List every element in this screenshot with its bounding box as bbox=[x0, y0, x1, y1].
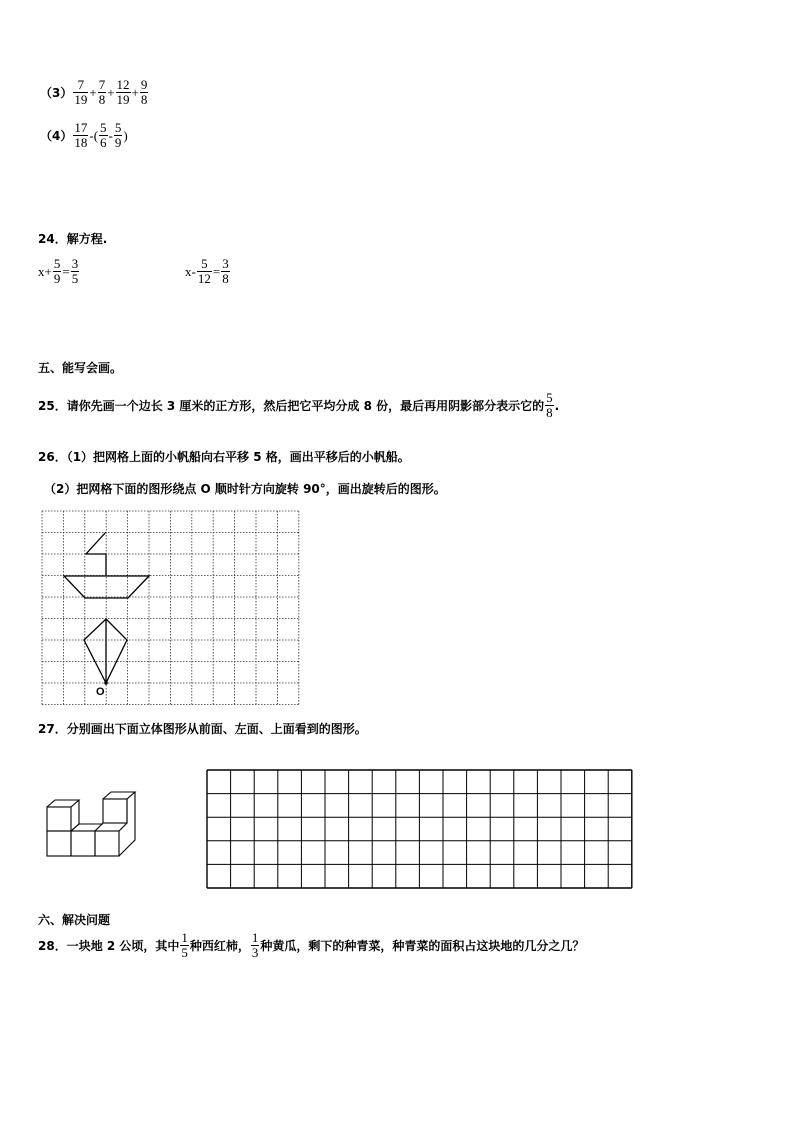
fraction: $\frac{17}{18}$ bbox=[74, 120, 88, 150]
question-28 bbox=[38, 931, 584, 960]
question-24-title: 24．解方程. bbox=[38, 232, 108, 246]
operator: - bbox=[108, 127, 113, 143]
operator: ) bbox=[123, 127, 128, 143]
fraction: $\frac{1}{5}$ bbox=[181, 930, 188, 960]
operator: -( bbox=[89, 127, 99, 143]
fraction: $\frac{3}{5}$ bbox=[71, 256, 79, 286]
fraction: $\frac{3}{8}$ bbox=[222, 256, 229, 286]
equals-sign: = bbox=[62, 263, 70, 279]
question-28-part1: 28．一块地 2 公顷，其中 bbox=[38, 939, 180, 953]
item-label: （3） bbox=[40, 86, 73, 100]
fraction: $\frac{5}{12}$ bbox=[197, 256, 211, 286]
question-27-text: 27．分别画出下面立体图形从前面、左面、上面看到的图形。 bbox=[38, 722, 367, 736]
fraction: $\frac{5}{9}$ bbox=[53, 256, 61, 286]
fraction: $\frac{7}{8}$ bbox=[98, 77, 106, 107]
sailboat-sail bbox=[86, 532, 106, 576]
fraction: $\frac{5}{8}$ bbox=[546, 390, 553, 420]
fraction: $\frac{5}{9}$ bbox=[114, 120, 122, 150]
operator: + bbox=[131, 84, 139, 100]
fraction: $\frac{7}{19}$ bbox=[74, 77, 88, 107]
question-25-text: 25．请你先画一个边长 3 厘米的正方形，然后把它平均分成 8 份，最后再用阴影部分表示它的 bbox=[38, 399, 545, 413]
fraction: $\frac{9}{8}$ bbox=[140, 77, 148, 107]
item-label: （4） bbox=[40, 129, 73, 143]
equation-variable: x- bbox=[185, 263, 196, 279]
section-6-heading: 六、解决问题 bbox=[38, 913, 111, 927]
kite-figure bbox=[84, 619, 127, 683]
point-o-label: O bbox=[96, 686, 105, 698]
operator: + bbox=[107, 84, 115, 100]
operator: + bbox=[89, 84, 97, 100]
fraction: $\frac{12}{19}$ bbox=[116, 77, 130, 107]
fraction: $\frac{5}{6}$ bbox=[100, 120, 107, 150]
equation-variable: x+ bbox=[38, 263, 52, 279]
dotted-grid bbox=[42, 511, 299, 705]
fraction: $\frac{1}{3}$ bbox=[251, 930, 259, 960]
question-26-part1: 26．（1）把网格上面的小帆船向右平移 5 格，画出平移后的小帆船。 bbox=[38, 450, 410, 464]
question-26-part2: （2）把网格下面的图形绕点 O 顺时针方向旋转 90°，画出旋转后的图形。 bbox=[44, 482, 446, 496]
question-25-end: . bbox=[554, 398, 560, 413]
point-o bbox=[104, 681, 108, 685]
cube-solid-figure bbox=[47, 792, 135, 856]
question-28-part2: 种西红柿， bbox=[189, 939, 250, 953]
equals-sign: = bbox=[212, 263, 221, 279]
answer-grid bbox=[207, 770, 632, 888]
question-28-part3: 种黄瓜，剩下的种青菜，种青菜的面积占这块地的几分之几？ bbox=[260, 939, 585, 953]
section-5-heading: 五、能写会画。 bbox=[38, 361, 123, 375]
